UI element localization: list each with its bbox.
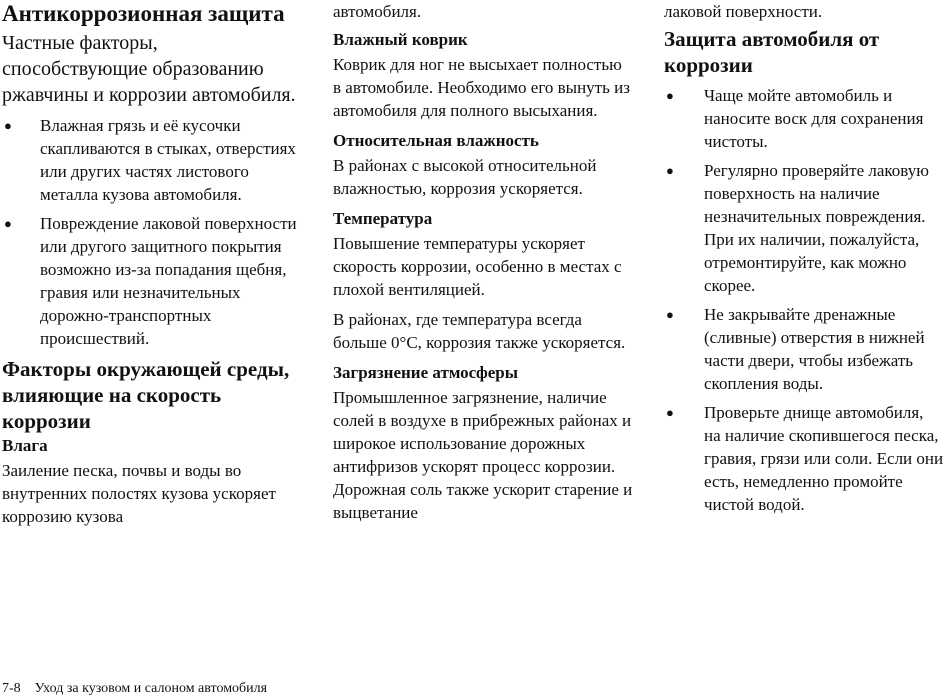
list-item-text: Проверьте днище автомобиля, на наличие скопившегося песка, гравия, грязи или соли. Если они есть, немедленно промойте чистой водой. [704, 403, 944, 514]
list-item-text: Не закрывайте дренажные (сливные) отверстия в нижней части двери, чтобы избежать скопления воды. [704, 305, 925, 393]
column-right [664, 0, 944, 522]
list-item-text: Повреждение лаковой поверхности или другого защитного покрытия возможно из-за попадания щебня, гравия или незначительных дорожно-транспортных происшествий. [40, 214, 297, 348]
bullet-icon: ● [666, 163, 674, 178]
subheading-moisture: Влага [2, 436, 48, 455]
paragraph-temperature-2: В районах, где температура всегда больше 0°C, коррозия также ускоряется. [333, 310, 626, 352]
list-item-text: Регулярно проверяйте лаковую поверхность на наличие незначительных повреждения. При их наличии, пожалуйста, отремонтируйте, как можно скорее. [704, 161, 929, 295]
factors-list [2, 114, 302, 350]
column-middle [333, 0, 633, 531]
bullet-icon: ● [666, 405, 674, 420]
list-item [2, 212, 302, 350]
paragraph-continuation: лаковой поверхности. [664, 2, 823, 21]
list-item [664, 303, 944, 395]
list-item-text: Чаще мойте автомобиль и наносите воск для сохранения чистоты. [704, 86, 924, 151]
paragraph-temperature-1: Повышение температуры ускоряет скорость коррозии, особенно в местах с плохой вентиляцией. [333, 234, 622, 299]
bullet-icon: ● [4, 216, 12, 231]
column-left [2, 0, 302, 535]
subheading-wet-mat: Влажный коврик [333, 30, 468, 49]
list-item [664, 159, 944, 297]
list-item [664, 84, 944, 153]
list-item [664, 401, 944, 516]
bullet-icon: ● [666, 88, 674, 103]
lead-paragraph: Частные факторы, способствующие образованию ржавчины и коррозии автомобиля. [2, 32, 296, 106]
list-item-text: Влажная грязь и её кусочки скапливаются в стыках, отверстиях или других частях листового металла кузова автомобиля. [40, 116, 296, 204]
subheading-humidity: Относительная влажность [333, 131, 539, 150]
protection-list [664, 84, 944, 516]
section-title-environment: Факторы окружающей среды, влияющие на скорость коррозии [2, 357, 290, 433]
bullet-icon: ● [4, 118, 12, 133]
paragraph-humidity: В районах с высокой относительной влажностью, коррозия ускоряется. [333, 156, 597, 198]
paragraph-moisture: Заиление песка, почвы и воды во внутренних полостях кузова ускоряет коррозию кузова [2, 461, 276, 526]
paragraph-wet-mat: Коврик для ног не высыхает полностью в автомобиле. Необходимо его вынуть из автомобиля для полного высыхания. [333, 55, 630, 120]
paragraph-continuation: автомобиля. [333, 2, 422, 21]
list-item [2, 114, 302, 206]
paragraph-pollution: Промышленное загрязнение, наличие солей в воздухе в прибрежных районах и широкое использование дорожных антифризов ускорят процесс коррозии. Дорожная соль также ускорит старение и выцветание [333, 388, 633, 522]
footer-section-title: Уход за кузовом и салоном автомобиля [34, 681, 268, 696]
section-title-anticorrosion: Антикоррозионная защита [2, 1, 285, 26]
subheading-pollution: Загрязнение атмосферы [333, 363, 519, 382]
page-number: 7-8 [2, 681, 21, 696]
bullet-icon: ● [666, 307, 674, 322]
section-title-protection: Защита автомобиля от коррозии [664, 27, 880, 77]
subheading-temperature: Температура [333, 209, 433, 228]
page-footer [2, 680, 281, 697]
